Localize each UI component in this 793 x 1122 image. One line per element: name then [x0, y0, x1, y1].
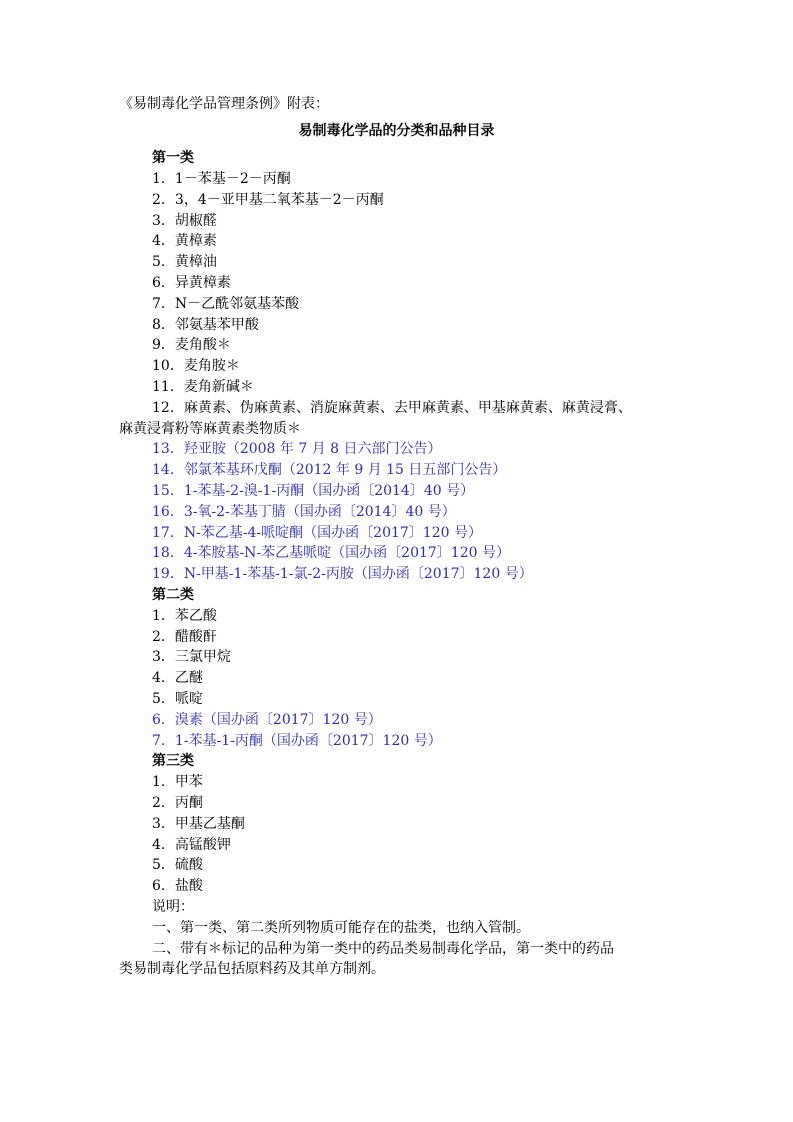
category2-item: 1．苯乙酸 — [152, 608, 217, 624]
note-2-line2: 类易制毒化学品包括原料药及其单方制剂。 — [119, 961, 385, 977]
category3-heading: 第三类 — [152, 753, 194, 769]
category2-item: 2．醋酸酐 — [152, 629, 217, 645]
notes-heading: 说明： — [152, 899, 194, 915]
category1-item: 10．麦角胺＊ — [152, 358, 240, 374]
category2-item: 4．乙醚 — [152, 670, 203, 686]
category1-item: 5．黄樟油 — [152, 254, 217, 270]
category1-added-item: 14．邻氯苯基环戊酮（2012 年 9 月 15 日五部门公告） — [152, 462, 507, 478]
category3-item: 4．高锰酸钾 — [152, 837, 231, 853]
category1-added-item: 18．4-苯胺基-N-苯乙基哌啶（国办函〔2017〕120 号） — [152, 545, 510, 561]
category1-item: 1．1－苯基－2－丙酮 — [152, 171, 291, 187]
category1-item: 6．异黄樟素 — [152, 275, 231, 291]
document-title: 易制毒化学品的分类和品种目录 — [298, 123, 495, 139]
category3-item: 2．丙酮 — [152, 795, 203, 811]
category1-item12-line2: 麻黄浸膏粉等麻黄素类物质＊ — [119, 421, 301, 437]
category1-added-item: 15．1-苯基-2-溴-1-丙酮（国办函〔2014〕40 号） — [152, 483, 475, 499]
category1-heading: 第一类 — [152, 150, 194, 166]
note-1: 一、第一类、第二类所列物质可能存在的盐类，也纳入管制。 — [152, 920, 530, 936]
category2-added-item: 7．1-苯基-1-丙酮（国办函〔2017〕120 号） — [152, 733, 442, 749]
category1-item: 11．麦角新碱＊ — [152, 379, 254, 395]
category2-heading: 第二类 — [152, 587, 194, 603]
category1-item: 3．胡椒醛 — [152, 213, 217, 229]
category1-item12-line1: 12．麻黄素、伪麻黄素、消旋麻黄素、去甲麻黄素、甲基麻黄素、麻黄浸膏、 — [152, 400, 632, 416]
category1-item: 8．邻氨基苯甲酸 — [152, 317, 259, 333]
category3-item: 5．硫酸 — [152, 857, 203, 873]
category1-added-item: 17．N-苯乙基-4-哌啶酮（国办函〔2017〕120 号） — [152, 525, 482, 541]
category3-item: 6．盐酸 — [152, 878, 203, 894]
category2-item: 3．三氯甲烷 — [152, 649, 231, 665]
category1-item: 2．3，4－亚甲基二氧苯基－2－丙酮 — [152, 192, 384, 208]
category1-item: 4．黄樟素 — [152, 233, 217, 249]
category1-item: 7．N－乙酰邻氨基苯酸 — [152, 296, 300, 312]
category1-added-item: 16．3-氧-2-苯基丁腈（国办函〔2014〕40 号） — [152, 504, 456, 520]
intro-line: 《易制毒化学品管理条例》附表： — [119, 96, 329, 112]
note-2-line1: 二、带有＊标记的品种为第一类中的药品类易制毒化学品，第一类中的药品 — [152, 941, 614, 957]
category3-item: 1．甲苯 — [152, 774, 203, 790]
category3-item: 3．甲基乙基酮 — [152, 816, 245, 832]
category2-added-item: 6．溴素（国办函〔2017〕120 号） — [152, 712, 382, 728]
category2-item: 5．哌啶 — [152, 691, 203, 707]
category1-added-item: 19．N-甲基-1-苯基-1-氯-2-丙胺（国办函〔2017〕120 号） — [152, 566, 533, 582]
category1-item: 9．麦角酸＊ — [152, 337, 231, 353]
category1-added-item: 13．羟亚胺（2008 年 7 月 8 日六部门公告） — [152, 441, 442, 457]
